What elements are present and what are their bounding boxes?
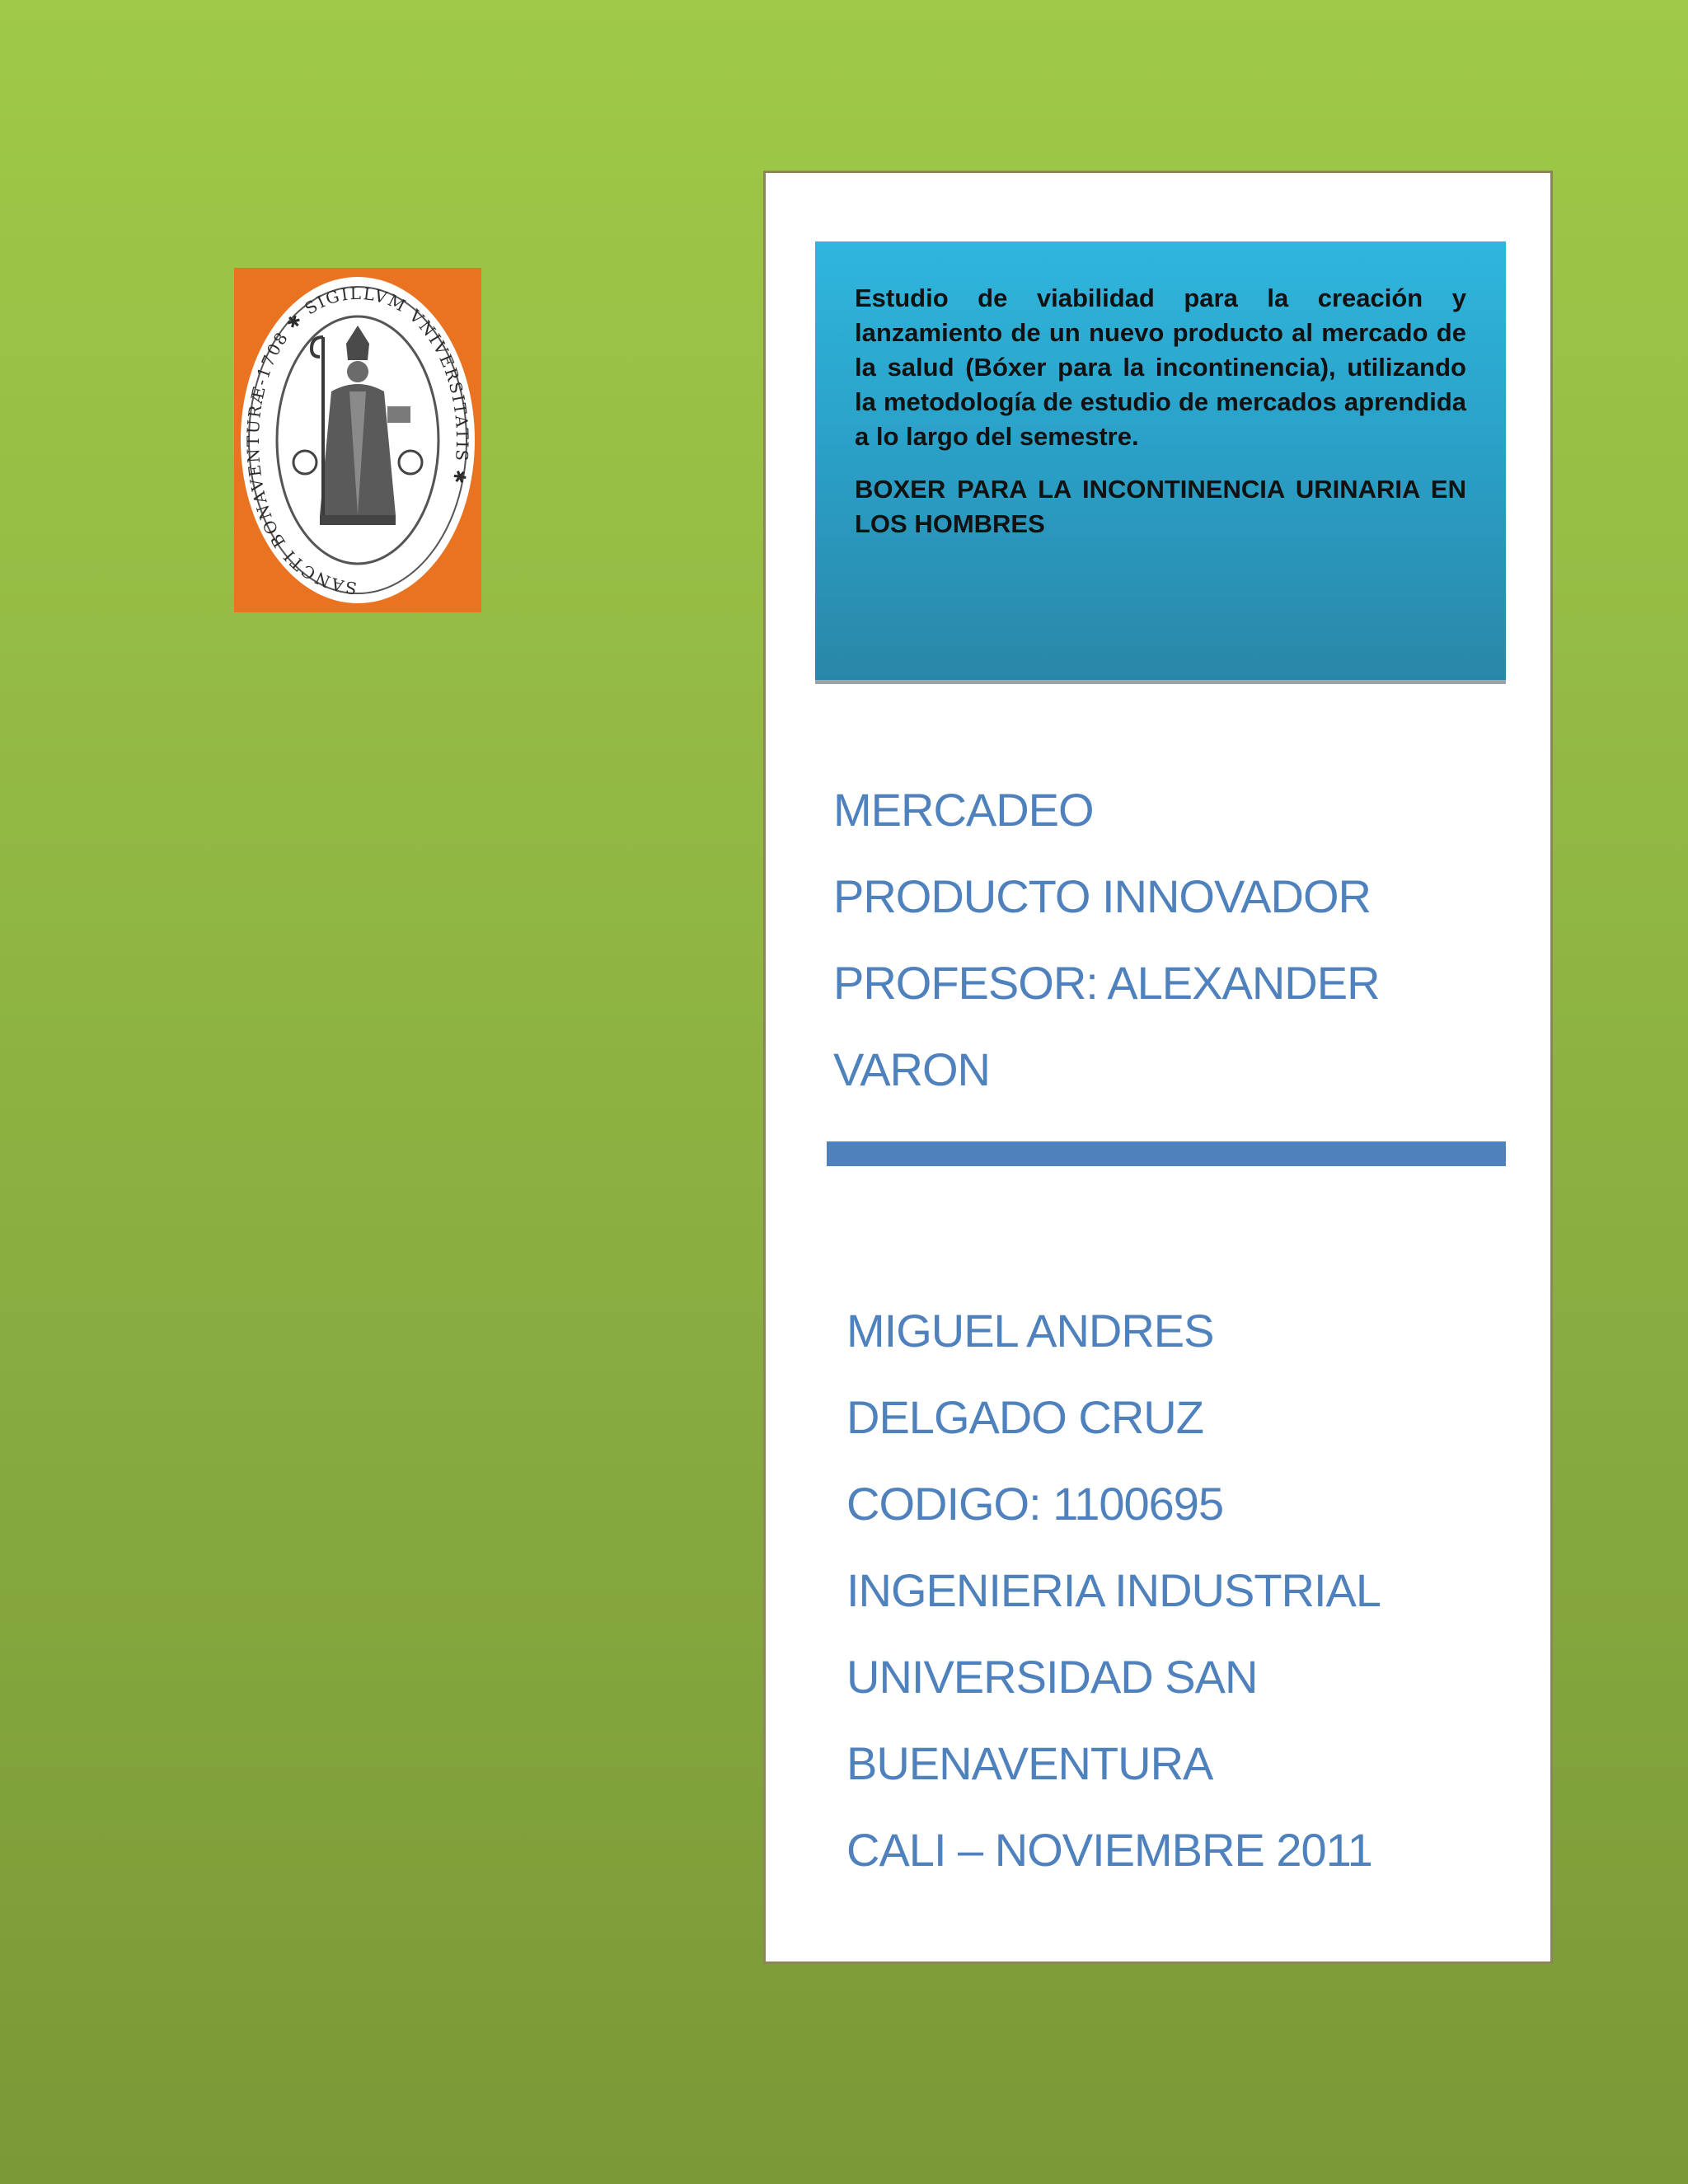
professor-surname: VARON — [833, 1043, 990, 1095]
university-name-line1: UNIVERSIDAD SAN — [846, 1651, 1258, 1703]
product-title: BOXER PARA LA INCONTINENCIA URINARIA EN LOS HOMBRES — [855, 475, 1466, 538]
seal-emblem-icon — [234, 268, 481, 612]
course-subject: MERCADEO — [833, 784, 1094, 836]
student-first-names: MIGUEL ANDRES — [846, 1305, 1214, 1357]
abstract-box — [815, 241, 1506, 684]
section-divider — [827, 1141, 1506, 1166]
course-name: PRODUCTO INNOVADOR — [833, 870, 1371, 922]
student-info — [846, 1287, 1522, 1893]
student-surnames: DELGADO CRUZ — [846, 1391, 1203, 1443]
abstract-paragraph: Estudio de viabilidad para la creación y lanzamiento de un nuevo producto al mercado de la salud (Bóxer para la incontinencia), utilizando la metodología de estudio de mercados aprendida a lo largo del semestre. — [855, 284, 1466, 451]
course-info — [833, 766, 1509, 1113]
svg-text:SANCTI BONAVENTURÆ-1708 ✱ SIGI: SANCTI BONAVENTURÆ-1708 ✱ SIGILLVM VNIVERSITATIS ✱ — [242, 283, 473, 598]
university-name-line2: BUENAVENTURA — [846, 1737, 1213, 1789]
program-name: INGENIERIA INDUSTRIAL — [846, 1564, 1381, 1616]
student-code: CODIGO: 1100695 — [846, 1478, 1224, 1530]
place-and-date: CALI – NOVIEMBRE 2011 — [846, 1824, 1372, 1876]
professor-label: PROFESOR: ALEXANDER — [833, 957, 1380, 1009]
university-seal-logo — [234, 268, 481, 612]
cover-card — [763, 171, 1553, 1964]
